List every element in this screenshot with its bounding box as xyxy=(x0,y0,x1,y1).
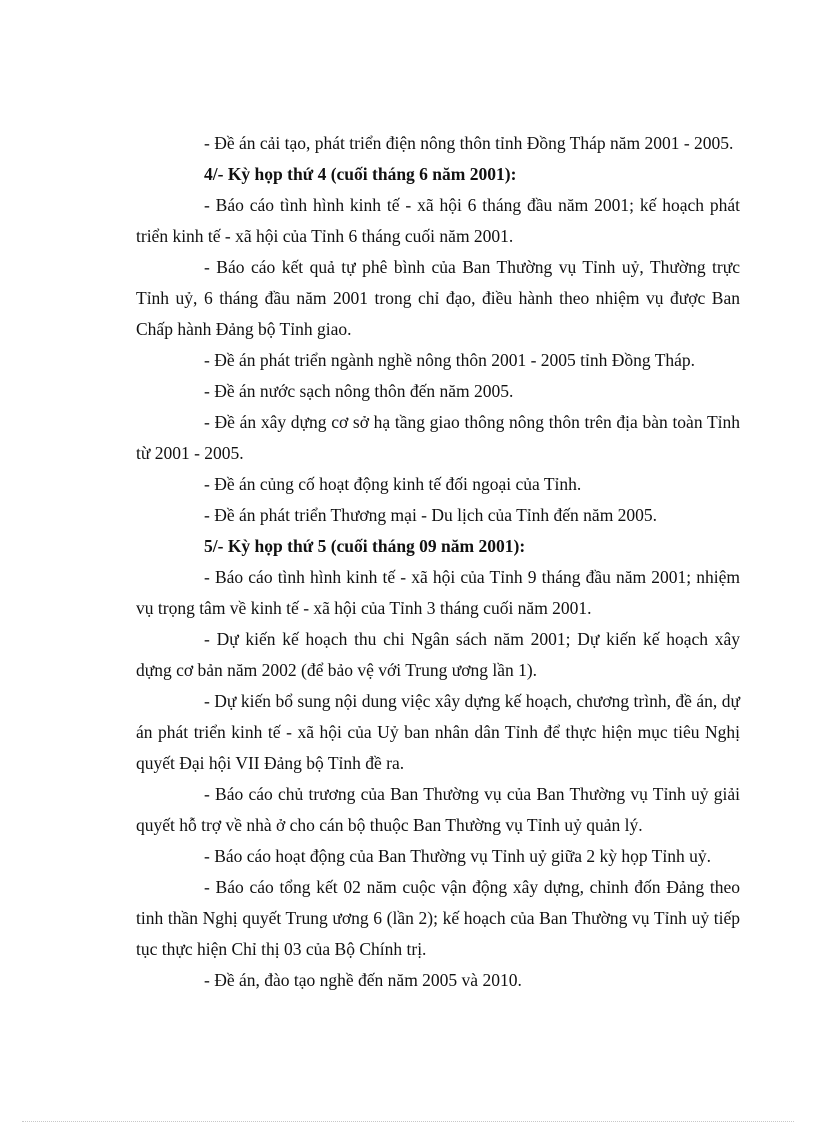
document-body xyxy=(136,128,740,996)
page-bottom-divider xyxy=(22,1121,794,1122)
paragraph: - Đề án, đào tạo nghề đến năm 2005 và 2010. xyxy=(204,970,522,990)
paragraph: - Báo cáo tổng kết 02 năm cuộc vận động xây dựng, chỉnh đốn Đảng theo tinh thần Nghị quyết Trung ương 6 (lần 2); kế hoạch của Ban Thường vụ Tỉnh uỷ tiếp tục thực hiện Chỉ thị 03 của Bộ Chính trị. xyxy=(136,877,740,959)
section-heading: 4/- Kỳ họp thứ 4 (cuối tháng 6 năm 2001): xyxy=(204,164,517,184)
paragraph: - Đề án củng cố hoạt động kinh tế đối ngoại của Tỉnh. xyxy=(204,474,582,494)
paragraph: - Đề án cải tạo, phát triển điện nông thôn tỉnh Đồng Tháp năm 2001 - 2005. xyxy=(204,133,734,153)
paragraph: - Dự kiến bổ sung nội dung việc xây dựng kế hoạch, chương trình, đề án, dự án phát triển kinh tế - xã hội của Uỷ ban nhân dân Tỉnh để thực hiện mục tiêu Nghị quyết Đại hội VII Đảng bộ Tỉnh đề ra. xyxy=(136,691,740,773)
paragraph: - Đề án phát triển Thương mại - Du lịch của Tỉnh đến năm 2005. xyxy=(204,505,658,525)
paragraph: - Dự kiến kế hoạch thu chi Ngân sách năm 2001; Dự kiến kế hoạch xây dựng cơ bản năm 2002 (để bảo vệ với Trung ương lần 1). xyxy=(136,629,740,680)
paragraph: - Đề án nước sạch nông thôn đến năm 2005. xyxy=(204,381,514,401)
paragraph: - Báo cáo kết quả tự phê bình của Ban Thường vụ Tỉnh uỷ, Thường trực Tỉnh uỷ, 6 tháng đầu năm 2001 trong chỉ đạo, điều hành theo nhiệm vụ được Ban Chấp hành Đảng bộ Tỉnh giao. xyxy=(136,257,740,339)
paragraph: - Đề án xây dựng cơ sở hạ tầng giao thông nông thôn trên địa bàn toàn Tỉnh từ 2001 - 2005. xyxy=(136,412,740,463)
section-heading: 5/- Kỳ họp thứ 5 (cuối tháng 09 năm 2001): xyxy=(204,536,526,556)
paragraph: - Báo cáo tình hình kinh tế - xã hội của Tỉnh 9 tháng đầu năm 2001; nhiệm vụ trọng tâm về kinh tế - xã hội của Tỉnh 3 tháng cuối năm 2001. xyxy=(136,567,740,618)
paragraph: - Báo cáo tình hình kinh tế - xã hội 6 tháng đầu năm 2001; kế hoạch phát triển kinh tế - xã hội của Tỉnh 6 tháng cuối năm 2001. xyxy=(136,195,740,246)
paragraph: - Đề án phát triển ngành nghề nông thôn 2001 - 2005 tỉnh Đồng Tháp. xyxy=(204,350,696,370)
paragraph: - Báo cáo chủ trương của Ban Thường vụ của Ban Thường vụ Tỉnh uỷ giải quyết hỗ trợ về nhà ở cho cán bộ thuộc Ban Thường vụ Tỉnh uỷ quản lý. xyxy=(136,784,740,835)
paragraph: - Báo cáo hoạt động của Ban Thường vụ Tỉnh uỷ giữa 2 kỳ họp Tỉnh uỷ. xyxy=(204,846,711,866)
